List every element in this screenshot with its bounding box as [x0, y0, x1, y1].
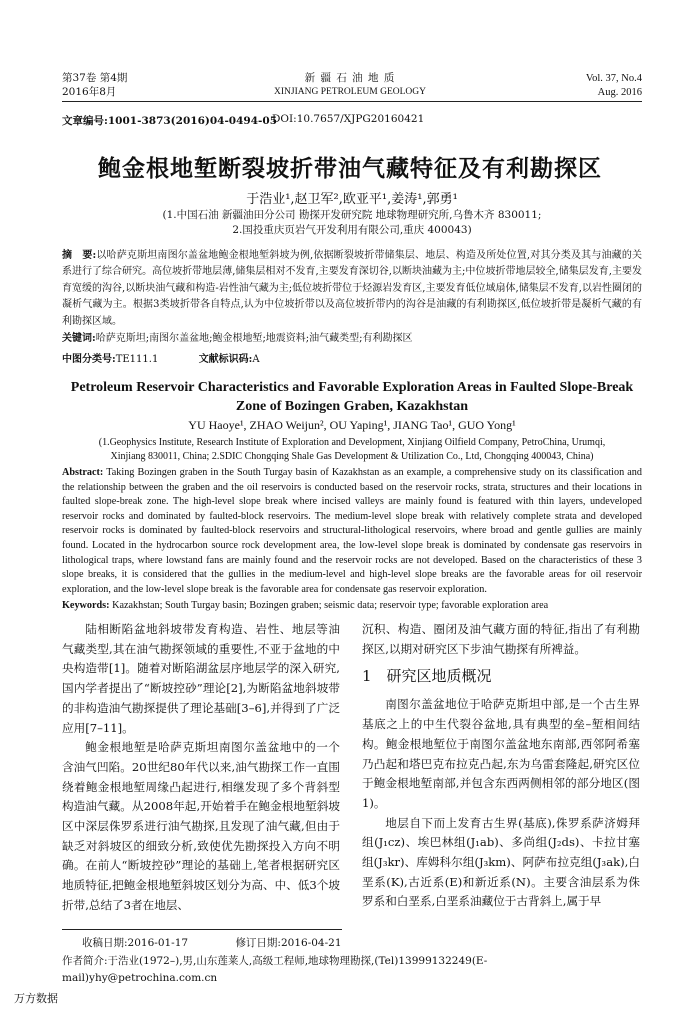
received-date: 2016-01-17 [127, 937, 189, 949]
abstract-en-text: Taking Bozingen graben in the South Turgay basin of Kazakhstan as an example, a comprehensive study on its classification and the relationship between the graben and the oil reservoirs is conducted based on the reservoir rocks, strata, structures and their locations in faulted slope-break zone. The high-level slope break where incised valleys are mainly found is featured with thin layers, undeveloped reservoir rocks and dominated by faulted-block reservoirs. The medium-level slope break with relatively complete strata and developed reservoir rocks is dominated by faulted-block reservoirs and structural-lithological reservoirs, where broad and gentle gullies are mainly found. Located in the hydrocarbon source rock development area, the low-level slope break is dominated by condensate gas reservoirs in lithological traps, where lowstand fans are mainly found and the reservoir rocks are not developed. Based on the characteristics of these 3 slope breaks, it is considered that the gullies in the medium-level and high-level slope breaks are the favorable areas for oil reservoir exploration, and the low-level slope break is the favorable area for condensate gas reservoir exploration. [62, 467, 642, 595]
authors-cn: 于浩业¹,赵卫军²,欧亚平¹,姜涛¹,郭勇¹ [246, 192, 458, 207]
abstract-en [62, 466, 642, 597]
keywords-en [62, 599, 642, 614]
title-cn: 鲍金根地堑断裂坡折带油气藏特征及有利勘探区 [98, 155, 602, 182]
keywords-cn-text: 哈萨克斯坦;南图尔盖盆地;鲍金根地堑;地震资料;油气藏类型;有利勘探区 [95, 333, 413, 344]
journal-title-cn: 新 疆 石 油 地 质 [304, 72, 396, 84]
doi: DOI:10.7657/XJPG20160421 [272, 113, 425, 125]
footnote-dates [62, 935, 642, 952]
body-paragraph: 鲍金根地堑是哈萨克斯坦南图尔盖盆地中的一个含油气凹陷。20世纪80年代以来,油气勘探工作一直围绕着鲍金根地堑周缘凸起进行,相继发现了多个背斜型构造油气藏。从2008年起,开始着手在鲍金根地堑斜坡区中深层侏罗系进行油气勘探,且发现了油气藏,但由于缺乏对斜坡区的细致分析,致使优先勘探投入方向不明确。在前人“断坡控砂”理论的基础上,笔者根据研究区地质特征,把鲍金根地堑斜坡区划分为高、中、低3个坡折带,总结了3者在地层、 [62, 740, 340, 912]
watermark: 万方数据 [14, 992, 58, 1005]
body-paragraph: 沉积、构造、圈闭及油气藏方面的特征,指出了有利勘探区,以期对研究区下步油气勘探有所裨益。 [362, 622, 640, 656]
affiliation-en-1: (1.Geophysics Institute, Research Institute of Exploration and Development, Xinjiang Oilfield Company, PetroChina, Urumqi, [98, 437, 606, 448]
doc-code: A [252, 354, 260, 365]
clc-label: 中图分类号: [62, 354, 116, 365]
header-rule [62, 101, 642, 102]
abstract-cn [62, 248, 642, 330]
volume-en: Vol. 37, No.4 [585, 73, 642, 84]
classification [62, 350, 260, 365]
received-label: 收稿日期: [82, 937, 128, 949]
abstract-cn-label: 摘 要: [62, 250, 97, 261]
body-right-column [362, 620, 640, 912]
revised-label: 修订日期: [235, 937, 281, 949]
volume-issue: 第37卷 第4期 [62, 72, 128, 84]
author-bio [62, 953, 642, 987]
body-paragraph: 南图尔盖盆地位于哈萨克斯坦中部,是一个古生界基底之上的中生代裂谷盆地,具有典型的垒–堑相间结构。鲍金根地堑位于南图尔盖盆地东南部,西邻阿希塞乃凸起和塔巴克布拉克凸起,东为乌雷套隆起,研究区位于鲍金根地堑南部,并包含东西两侧相邻的部分地区(图1)。 [362, 697, 640, 810]
revised-date: 2016-04-21 [280, 937, 342, 949]
title-en: Petroleum Reservoir Characteristics and Favorable Exploration Areas in Faulted Slope-Break Zone of Bozingen Graben, Kazakhstan [70, 380, 634, 414]
keywords-cn [62, 331, 642, 347]
clc-code: TE111.1 [115, 354, 159, 365]
date-en: Aug. 2016 [597, 87, 642, 98]
keywords-en-label: Keywords: [62, 600, 110, 611]
affiliation-en-2: Xinjiang 830011, China; 2.SDIC Chongqing Shale Gas Development & Utilization Co., Ltd, Chongqing 400043, China) [110, 451, 594, 462]
journal-title-en: XINJIANG PETROLEUM GEOLOGY [274, 87, 426, 97]
authors-en: YU Haoye¹, ZHAO Weijun², OU Yaping¹, JIANG Tao¹, GUO Yong¹ [188, 418, 516, 432]
affiliation-cn-2: 2.国投重庆页岩气开发利用有限公司,重庆 400043) [232, 224, 472, 236]
bio-label: 作者简介: [62, 955, 108, 967]
abstract-cn-text: 以哈萨克斯坦南图尔盖盆地鲍金根地堑斜坡为例,依据断裂坡折带储集层、地层、构造及所处位置,对其分类及其与油藏的关系进行了综合研究。高位坡折带地层薄,储集层相对不发育,主要发育深切谷,以断块油藏为主;中位坡折带地层较全,储集层发育,主要发育宽缓的沟谷,以断块油气藏和构造-岩性油气藏为主;低位坡折带位于烃源岩发育区,主要发育低位域扇体,储集层不发育,以岩性圈闭的凝析气藏为主。根据3类坡折带各自特点,认为中位坡折带以及高位坡折带内的沟谷是油藏的有利勘探区,低位坡折带是凝析气藏的有利勘探区域。 [62, 250, 642, 327]
keywords-cn-label: 关键词: [62, 333, 96, 344]
section-heading: 1 研究区地质概况 [362, 667, 492, 686]
keywords-en-text: Kazakhstan; South Turgay basin; Bozingen graben; seismic data; reservoir type; favorable exploration area [112, 600, 549, 611]
body-paragraph: 地层自下而上发育古生界(基底),侏罗系萨济姆拜组(J₁cz)、埃巴林组(J₁ab)、多尚组(J₂ds)、卡拉甘塞组(J₃kr)、库姆科尔组(J₃km)、阿萨布拉克组(J₃ak),白垩系(K),古近系(E)和新近系(N)。主要含油层系为侏罗系和白垩系,白垩系油藏位于古背斜上,属于早 [362, 815, 640, 909]
body-paragraph: 陆相断陷盆地斜坡带发育构造、岩性、地层等油气藏类型,其在油气勘探领域的重要性,不亚于盆地的中央构造带[1]。随着对断陷湖盆层序地层学的深入研究,国内学者提出了“断坡控砂”理论[2],为断陷盆地斜坡带的非构造油气勘探提供了理论基础[3–6],并得到了广泛应用[7–11]。 [62, 622, 340, 735]
article-number: 文章编号:1001-3873(2016)04-0494-05 [62, 115, 278, 127]
abstract-en-label: Abstract: [62, 467, 104, 478]
date-cn: 2016年8月 [62, 86, 117, 98]
footnote-rule [62, 929, 342, 930]
body-left-column [62, 620, 340, 916]
doc-code-label: 文献标识码: [198, 354, 253, 365]
bio-text: 于浩业(1972–),男,山东莲莱人,高级工程师,地球物理勘探,(Tel)13999132249(E-mail)yhy@petrochina.com.cn [62, 955, 488, 984]
affiliation-cn-1: (1.中国石油 新疆油田分公司 勘探开发研究院 地球物理研究所,乌鲁木齐 830011; [162, 209, 542, 221]
